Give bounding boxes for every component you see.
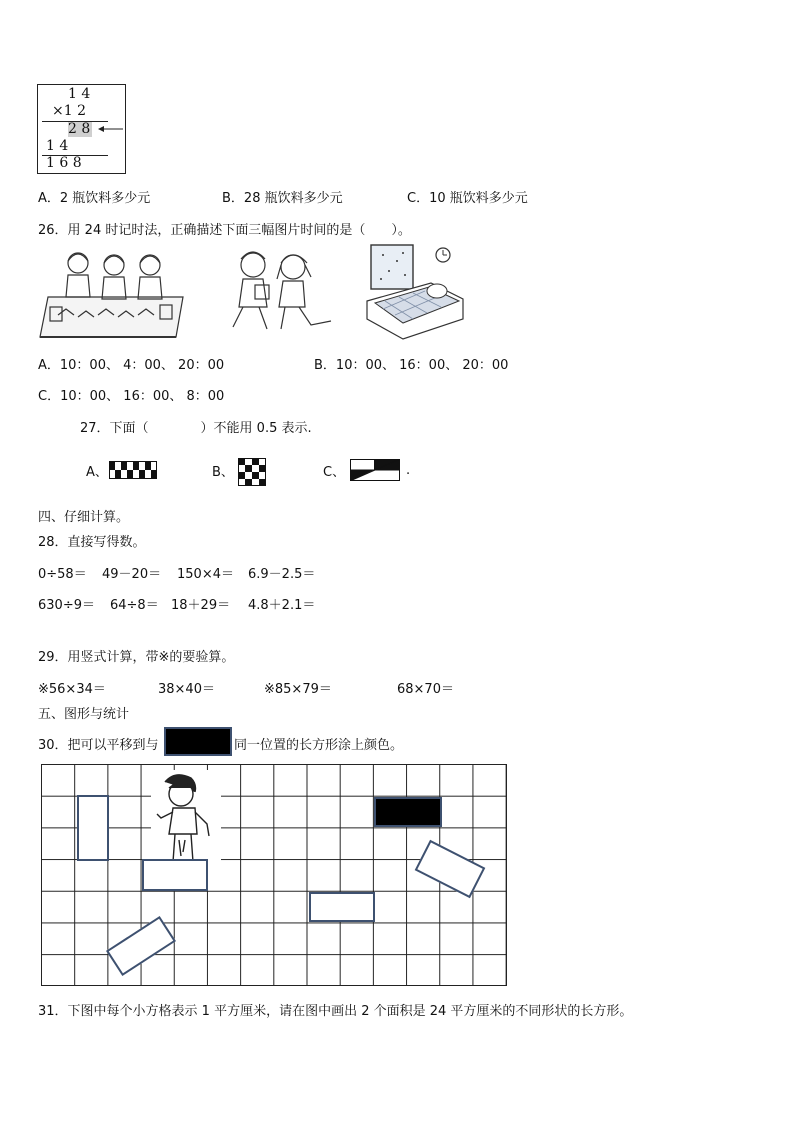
q29-item: ※85×79＝: [264, 682, 332, 697]
option-a-checker-strip: [109, 461, 157, 479]
target-black-rectangle: [374, 797, 442, 827]
q26-option-c: C．10：00、 16：00、 8：00: [38, 389, 225, 404]
q28-item: 18＋29＝: [171, 598, 231, 613]
q26-option-b: B．10：00、 16：00、 20：00: [314, 358, 509, 373]
reference-black-rectangle: [164, 727, 232, 756]
q25-option-c: C．10 瓶饮料多少元: [407, 191, 528, 206]
q29-item: ※56×34＝: [38, 682, 106, 697]
q26-stem: 26．用 24 时记时法，正确描述下面三幅图片时间的是（ ）。: [38, 223, 411, 238]
q27-stem: 27．下面（ ）不能用 0.5 表示.: [80, 421, 312, 436]
child-sleeping-picture: [363, 243, 469, 341]
mult-row-2: ×1 2: [52, 103, 86, 119]
boy-figure-picture: [151, 770, 221, 870]
q28-item: 6.9－2.5＝: [248, 567, 316, 582]
q26-option-a: A．10：00、 4：00、 20：00: [38, 358, 225, 373]
q25-option-a: A．2 瓶饮料多少元: [38, 191, 151, 206]
arrow-left-icon: [98, 124, 124, 134]
q28-item: 150×4＝: [177, 567, 234, 582]
mult-row-3: 2 8: [68, 121, 91, 137]
q28-item: 4.8＋2.1＝: [248, 598, 316, 613]
q30-stem-after: 同一位置的长方形涂上颜色。: [234, 738, 404, 753]
q27-option-a-label: A、: [86, 465, 108, 480]
horizontal-rectangle-left[interactable]: [142, 859, 208, 891]
q27-option-b-label: B、: [212, 465, 234, 480]
mult-row-5: 1 6 8: [46, 155, 82, 171]
q30-stem-before: 30．把可以平移到与: [38, 738, 159, 753]
q29-item: 68×70＝: [397, 682, 454, 697]
mult-row-4: 1 4: [46, 138, 69, 154]
square-grid: [41, 764, 507, 986]
q27-option-c-label: C、: [323, 465, 346, 480]
q31-stem: 31．下图中每个小方格表示 1 平方厘米，请在图中画出 2 个面积是 24 平方厘米的不同形状的长方形。: [38, 1004, 633, 1019]
q28-stem: 28．直接写得数。: [38, 535, 146, 550]
q28-item: 64÷8＝: [110, 598, 159, 613]
vertical-multiplication: [37, 84, 126, 174]
horizontal-rectangle-right[interactable]: [309, 892, 375, 922]
section-5-heading: 五、图形与统计: [38, 707, 130, 722]
q28-item: 49－20＝: [102, 567, 162, 582]
vertical-rectangle[interactable]: [77, 795, 109, 861]
kids-walking-picture: [215, 245, 335, 341]
q27-end-dot: .: [406, 463, 411, 478]
option-c-diagonal-rect: [350, 459, 400, 481]
q29-item: 38×40＝: [158, 682, 215, 697]
q29-stem: 29．用竖式计算，带※的要验算。: [38, 650, 235, 665]
kids-folding-cranes-picture: [38, 245, 186, 341]
q28-item: 630÷9＝: [38, 598, 95, 613]
option-b-checker-square: [238, 458, 266, 486]
section-4-heading: 四、仔细计算。: [38, 510, 130, 525]
q25-option-b: B．28 瓶饮料多少元: [222, 191, 343, 206]
mult-row-1: 1 4: [68, 86, 91, 102]
q28-item: 0÷58＝: [38, 567, 87, 582]
